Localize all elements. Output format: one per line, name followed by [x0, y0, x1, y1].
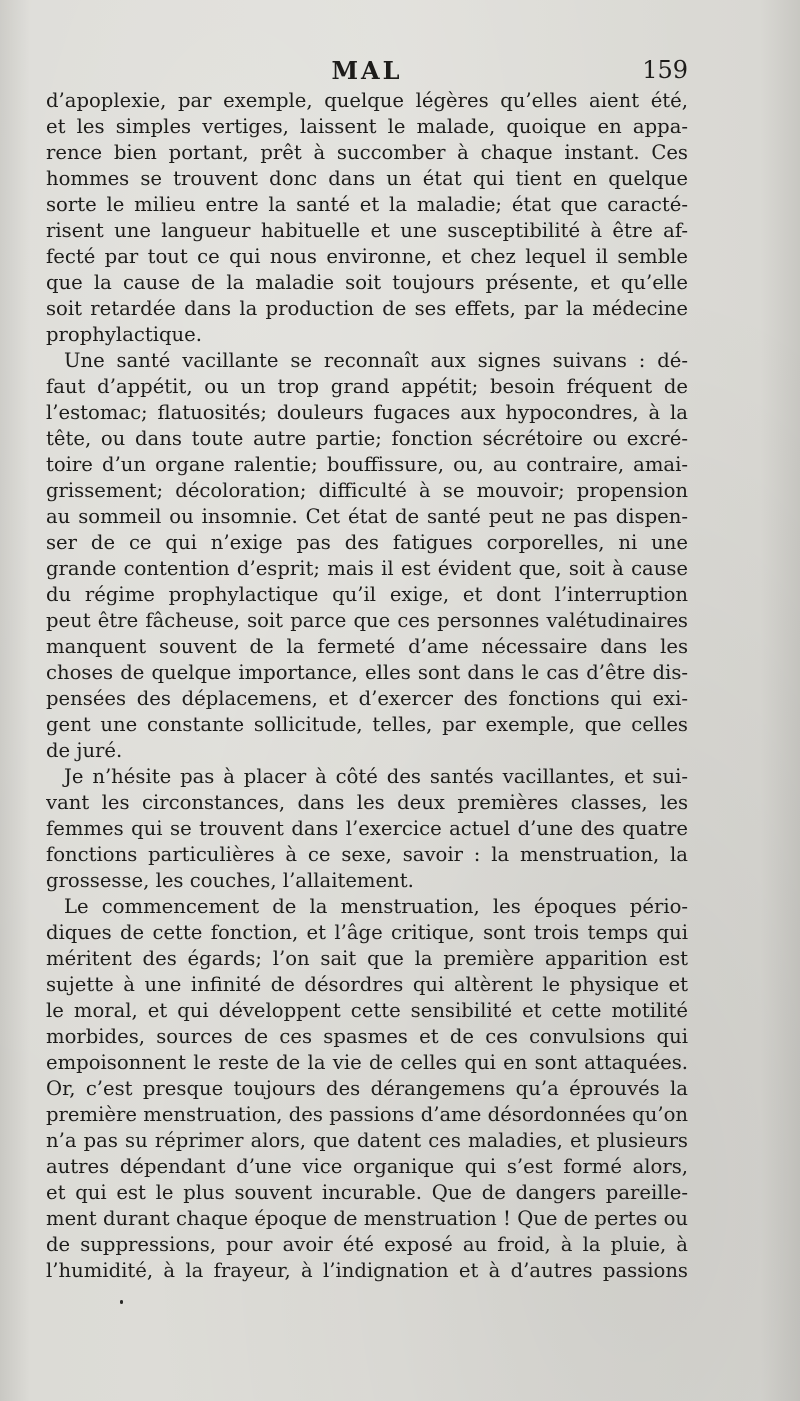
text-line: fonctions particulières à ce sexe, savoir : la menstruation, la: [46, 843, 688, 866]
paragraph-end-line: grossesse, les couches, l’allaitement.: [46, 869, 414, 892]
text-line: première menstruation, des passions d’ame désordonnées qu’on: [46, 1103, 688, 1126]
text-line: risent une langueur habituelle et une susceptibilité à être af-: [46, 219, 688, 242]
paragraph-end-line: prophylactique.: [46, 323, 202, 346]
text-line: autres dépendant d’une vice organique qui s’est formé alors,: [46, 1155, 688, 1178]
text-line: l’humidité, à la frayeur, à l’indignation et à d’autres passions: [46, 1259, 688, 1282]
text-line: peut être fâcheuse, soit parce que ces personnes valétudinaires: [46, 609, 688, 632]
running-title: MAL: [331, 56, 403, 85]
text-line: fecté par tout ce qui nous environne, et chez lequel il semble: [46, 245, 688, 268]
text-line: grissement; décoloration; difficulté à se mouvoir; propension: [46, 479, 688, 502]
page-number: 159: [642, 56, 688, 84]
text-line: sujette à une infinité de désordres qui altèrent le physique et: [46, 973, 688, 996]
text-line: méritent des égards; l’on sait que la première apparition est: [46, 947, 688, 970]
text-line: tête, ou dans toute autre partie; fonction sécrétoire ou excré-: [46, 427, 688, 450]
paragraph-start-line: Le commencement de la menstruation, les époques pério-: [64, 895, 688, 918]
text-line: de suppressions, pour avoir été exposé au froid, à la pluie, à: [46, 1233, 688, 1256]
text-line: n’a pas su réprimer alors, que datent ces maladies, et plusieurs: [46, 1129, 688, 1152]
text-line: pensées des déplacemens, et d’exercer des fonctions qui exi-: [46, 687, 688, 710]
text-line: ment durant chaque époque de menstruation ! Que de pertes ou: [46, 1207, 688, 1230]
text-line: gent une constante sollicitude, telles, par exemple, que celles: [46, 713, 688, 736]
text-line: morbides, sources de ces spasmes et de ces convulsions qui: [46, 1025, 688, 1048]
page-header: [46, 56, 688, 88]
text-line: faut d’appétit, ou un trop grand appétit; besoin fréquent de: [46, 375, 688, 398]
text-line: Or, c’est presque toujours des dérangemens qu’a éprouvés la: [46, 1077, 688, 1100]
paragraph-start-line: Une santé vacillante se reconnaît aux signes suivans : dé-: [64, 349, 688, 372]
body-text: [46, 88, 688, 1284]
ink-speck: [120, 1300, 123, 1304]
paragraph-end-line: de juré.: [46, 739, 123, 762]
text-line: vant les circonstances, dans les deux premières classes, les: [46, 791, 688, 814]
text-line: d’apoplexie, par exemple, quelque légères qu’elles aient été,: [46, 89, 688, 112]
text-line: du régime prophylactique qu’il exige, et dont l’interruption: [46, 583, 688, 606]
paragraph-start-line: Je n’hésite pas à placer à côté des santés vacillantes, et sui-: [64, 765, 688, 788]
text-line: hommes se trouvent donc dans un état qui tient en quelque: [46, 167, 688, 190]
text-line: l’estomac; flatuosités; douleurs fugaces aux hypocondres, à la: [46, 401, 688, 424]
text-line: manquent souvent de la fermeté d’ame nécessaire dans les: [46, 635, 688, 658]
text-line: empoisonnent le reste de la vie de celles qui en sont attaquées.: [46, 1051, 688, 1074]
text-line: le moral, et qui développent cette sensibilité et cette motilité: [46, 999, 688, 1022]
text-line: et les simples vertiges, laissent le malade, quoique en appa-: [46, 115, 688, 138]
text-line: que la cause de la maladie soit toujours présente, et qu’elle: [46, 271, 688, 294]
text-line: et qui est le plus souvent incurable. Que de dangers pareille-: [46, 1181, 688, 1204]
text-line: ser de ce qui n’exige pas des fatigues corporelles, ni une: [46, 531, 688, 554]
text-line: sorte le milieu entre la santé et la maladie; état que caracté-: [46, 193, 688, 216]
text-line: femmes qui se trouvent dans l’exercice actuel d’une des quatre: [46, 817, 688, 840]
text-line: toire d’un organe ralentie; bouffissure, ou, au contraire, amai-: [46, 453, 688, 476]
text-line: rence bien portant, prêt à succomber à chaque instant. Ces: [46, 141, 688, 164]
text-line: choses de quelque importance, elles sont dans le cas d’être dis-: [46, 661, 688, 684]
text-line: au sommeil ou insomnie. Cet état de santé peut ne pas dispen-: [46, 505, 688, 528]
text-line: soit retardée dans la production de ses effets, par la médecine: [46, 297, 688, 320]
text-line: diques de cette fonction, et l’âge critique, sont trois temps qui: [46, 921, 688, 944]
text-line: grande contention d’esprit; mais il est évident que, soit à cause: [46, 557, 688, 580]
